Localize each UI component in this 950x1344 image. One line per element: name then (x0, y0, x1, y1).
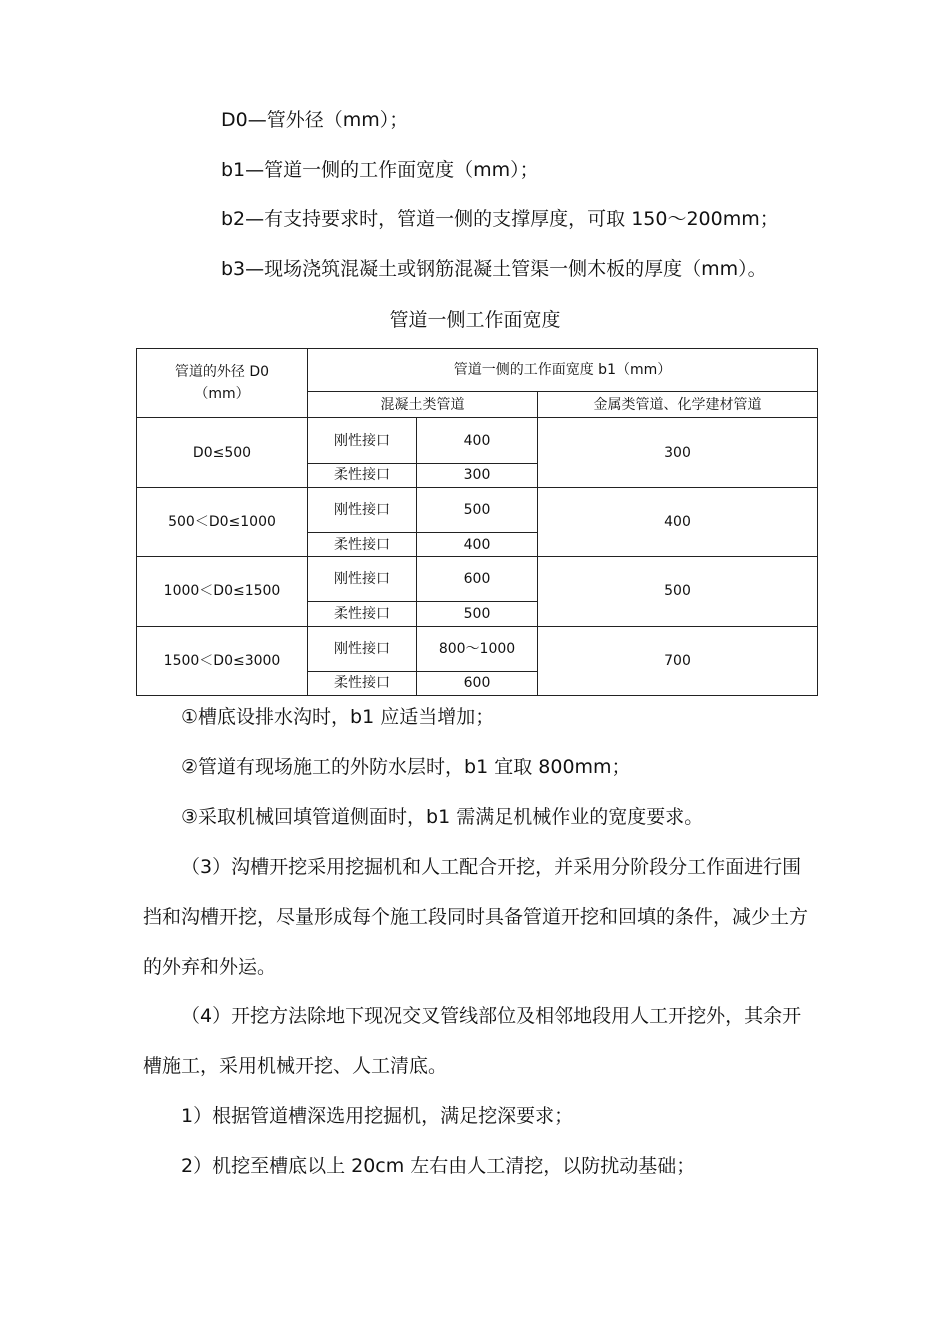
cell-metal-width: 400 (538, 487, 818, 556)
cell-joint-type: 刚性接口 (308, 626, 417, 671)
cell-joint-type: 刚性接口 (308, 487, 417, 532)
table-row (137, 626, 818, 671)
header-metal-pipe: 金属类管道、化学建材管道 (538, 392, 818, 418)
table-header-row (137, 349, 818, 392)
cell-diameter-range: 1500＜D0≤3000 (137, 626, 308, 696)
table-row (137, 487, 818, 532)
cell-joint-type: 柔性接口 (308, 463, 417, 487)
cell-width-value: 500 (417, 487, 538, 532)
header-outer-diameter-unit: （mm） (194, 386, 250, 403)
cell-joint-type: 柔性接口 (308, 671, 417, 695)
list-item-1: 1）根据管道槽深选用挖掘机，满足挖深要求； (181, 1105, 574, 1127)
paragraph-4-line-1: （4）开挖方法除地下现况交叉管线部位及相邻地段用人工开挖外，其余开 (181, 1005, 802, 1027)
cell-width-value: 600 (417, 671, 538, 695)
cell-diameter-range: D0≤500 (137, 418, 308, 487)
note-2: ②管道有现场施工的外防水层时，b1 宜取 800mm； (181, 756, 631, 778)
cell-metal-width: 500 (538, 557, 818, 626)
definition-b2: b2—有支持要求时，管道一侧的支撑厚度，可取 150～200mm； (221, 208, 779, 230)
definition-b1: b1—管道一侧的工作面宽度（mm）； (221, 159, 539, 181)
paragraph-3-line-3: 的外弃和外运。 (143, 956, 277, 978)
work-width-table (136, 348, 818, 696)
table-row (137, 418, 818, 463)
cell-joint-type: 刚性接口 (308, 418, 417, 463)
definition-b3: b3—现场浇筑混凝土或钢筋混凝土管渠一侧木板的厚度（mm）。 (221, 258, 767, 280)
cell-joint-type: 柔性接口 (308, 602, 417, 626)
paragraph-3-line-1: （3）沟槽开挖采用挖掘机和人工配合开挖，并采用分阶段分工作面进行围 (181, 856, 802, 878)
cell-width-value: 800～1000 (417, 626, 538, 671)
header-outer-diameter-label: 管道的外径 D0 (174, 364, 270, 381)
cell-width-value: 400 (417, 418, 538, 463)
paragraph-3-line-2: 挡和沟槽开挖，尽量形成每个施工段同时具备管道开挖和回填的条件，减少土方 (143, 906, 809, 928)
table-title: 管道一侧工作面宽度 (389, 309, 561, 331)
paragraph-4-line-2: 槽施工，采用机械开挖、人工清底。 (143, 1055, 448, 1077)
note-3: ③采取机械回填管道侧面时，b1 需满足机械作业的宽度要求。 (181, 806, 704, 828)
cell-width-value: 400 (417, 533, 538, 557)
cell-diameter-range: 500＜D0≤1000 (137, 487, 308, 556)
cell-diameter-range: 1000＜D0≤1500 (137, 557, 308, 626)
note-1: ①槽底设排水沟时，b1 应适当增加； (181, 706, 495, 728)
header-concrete-pipe: 混凝土类管道 (308, 392, 538, 418)
cell-width-value: 500 (417, 602, 538, 626)
list-item-2: 2）机挖至槽底以上 20cm 左右由人工清挖，以防扰动基础； (181, 1155, 696, 1177)
cell-width-value: 600 (417, 557, 538, 602)
cell-metal-width: 300 (538, 418, 818, 487)
cell-width-value: 300 (417, 463, 538, 487)
cell-metal-width: 700 (538, 626, 818, 696)
cell-joint-type: 刚性接口 (308, 557, 417, 602)
header-outer-diameter (137, 349, 308, 418)
definition-d0: D0—管外径（mm）； (221, 109, 409, 131)
table-row (137, 557, 818, 602)
header-work-width: 管道一侧的工作面宽度 b1（mm） (308, 349, 818, 392)
cell-joint-type: 柔性接口 (308, 533, 417, 557)
